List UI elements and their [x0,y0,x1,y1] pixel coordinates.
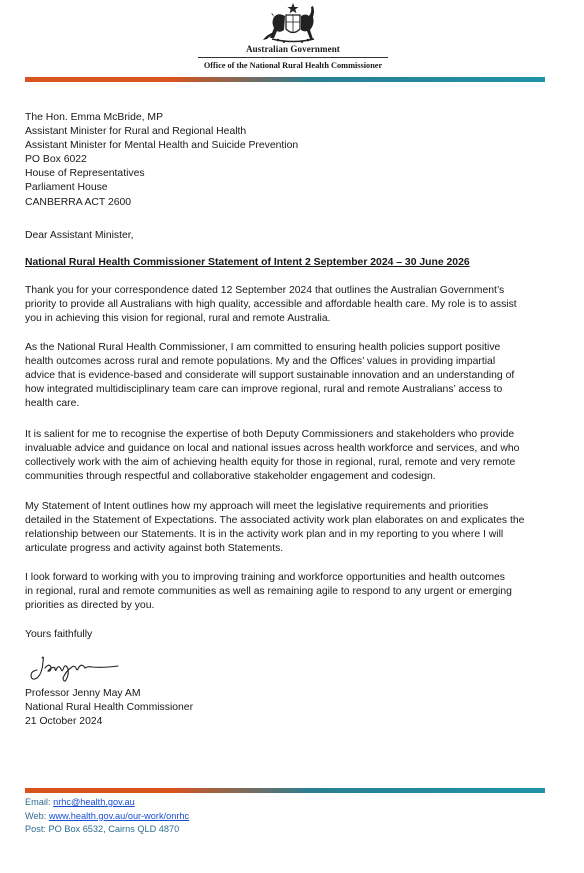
paragraph-line: As the National Rural Health Commissioner, I am committed to ensuring health policies support positive [25,342,501,353]
email-label: Email: [25,797,54,807]
paragraph-line: detailed in the Statement of Expectations. The associated activity work plan elaborates on and explicates the [25,515,525,527]
letter-date: 21 October 2024 [25,716,103,728]
signatory-title: National Rural Health Commissioner [25,702,194,714]
government-name: Australian Government [246,44,340,54]
recipient-line: PO Box 6022 [25,154,87,166]
paragraph-line: invaluable advice and guidance on local and national issues across health workforce and services, and who [25,443,520,455]
paragraph-line: relationship between our Statements. It is in the activity work plan and in my reporting to you where I will [25,529,504,541]
email-link[interactable]: nrhc@health.gov.au [53,797,135,807]
footer-color-band [25,788,545,793]
letterhead [195,2,391,72]
recipient-address [25,111,547,210]
body-paragraph [25,341,547,411]
header-color-band [25,77,545,82]
paragraph-line: It is salient for me to recognise the expertise of both Deputy Commissioners and stakeholders who provide [25,429,515,440]
paragraph-line: collectively work with the aim of achieving health equity for those in regional, rural, remote and very remote [25,457,516,469]
paragraph-line: how integrated multidisciplinary team care can improve regional, rural and remote Australians’ access to [25,384,503,396]
paragraph-line: health care. [25,398,80,410]
paragraph-line: priorities as directed by you. [25,600,155,612]
recipient-line: The Hon. Emma McBride, MP [25,112,164,123]
recipient-line: Assistant Minister for Rural and Regional Health [25,126,247,138]
paragraph-line: in regional, rural and remote communities as well as remaining agile to respond to any urgent or emerging [25,586,512,598]
footer-email-row [25,796,189,810]
paragraph-line: advice that is evidence-based and considerate will support sustainable innovation and an understanding of [25,370,515,382]
letterhead-divider [198,57,388,58]
handwritten-signature [28,652,123,684]
coat-of-arms-icon [258,2,328,44]
closing: Yours faithfully [25,629,93,640]
paragraph-line: communities through respectful and collaborative stakeholder engagement and codesign. [25,471,436,483]
paragraph-line: I look forward to working with you to improving training and workforce opportunities and health outcomes [25,572,505,583]
office-name: Office of the National Rural Health Commissioner [203,61,383,70]
paragraph-line: Thank you for your correspondence dated 12 September 2024 that outlines the Australian Government’s [25,285,505,296]
footer-post: Post: PO Box 6532, Cairns QLD 4870 [25,824,180,834]
body-paragraph [25,500,547,556]
paragraph-line: health outcomes across rural and remote populations. My and the Offices’ values in providing impartial [25,356,496,368]
body-paragraph [25,284,547,326]
footer-contacts [25,796,189,837]
body-paragraph [25,571,547,613]
paragraph-line: articulate progress and activity against both Statements. [25,543,284,555]
paragraph-line: My Statement of Intent outlines how my approach will meet the legislative requirements and priorities [25,501,489,512]
letter-subject: National Rural Health Commissioner Statement of Intent 2 September 2024 – 30 June 2026 [25,257,470,268]
web-link[interactable]: www.health.gov.au/our-work/onrhc [48,810,190,821]
web-label: Web: [25,810,49,821]
recipient-line: House of Representatives [25,168,145,180]
paragraph-line: priority to provide all Australians with high quality, accessible and affordable health care. My role is to assist [25,299,517,311]
recipient-line: Assistant Minister for Mental Health and Suicide Prevention [25,140,299,152]
signatory-block [25,687,547,729]
recipient-line: CANBERRA ACT 2600 [25,196,132,208]
salutation: Dear Assistant Minister, [25,230,134,241]
footer-web-row [25,810,189,824]
signatory-name: Professor Jenny May AM [25,688,141,699]
body-paragraph [25,428,547,484]
recipient-line: Parliament House [25,182,108,194]
paragraph-line: you in achieving this vision for regional, rural and remote Australia. [25,313,331,325]
